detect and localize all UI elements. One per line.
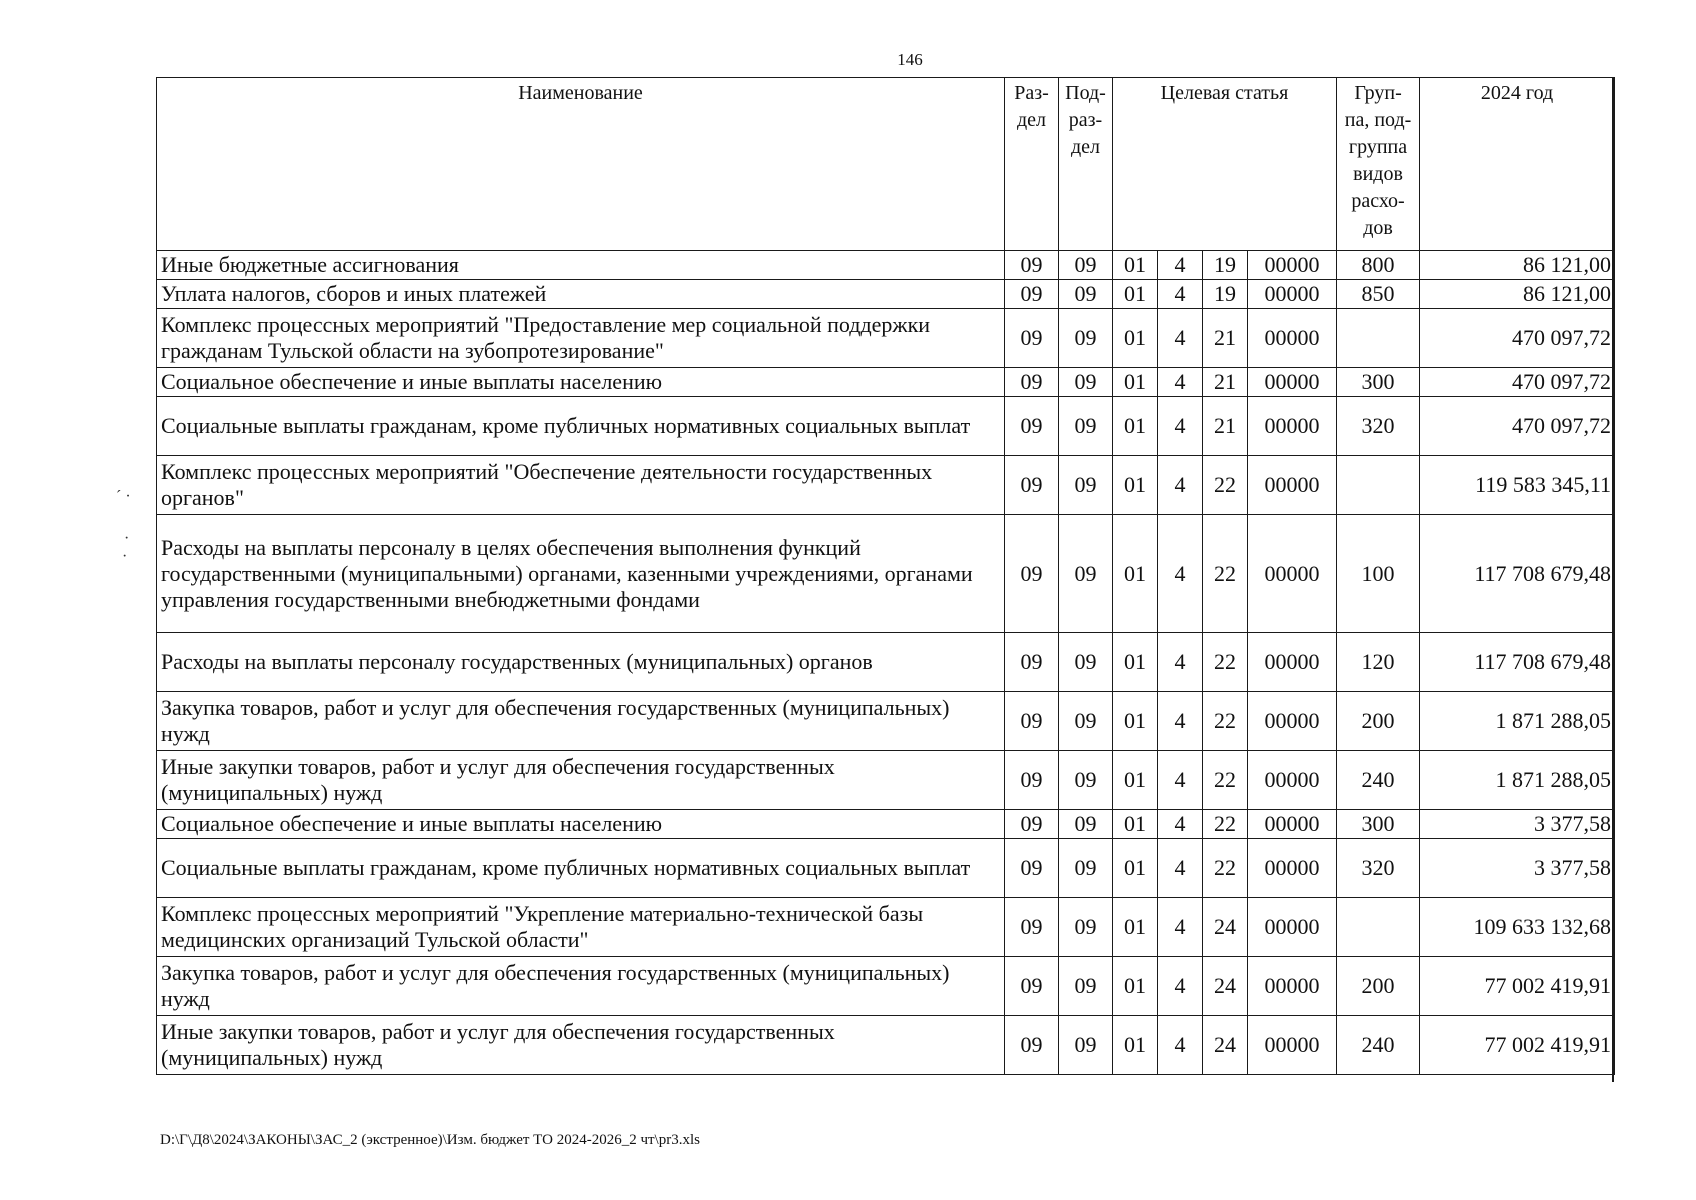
table-header-row bbox=[157, 78, 1615, 251]
header-expense-group: Груп- па, под- группа видов расхо- дов bbox=[1337, 78, 1420, 251]
cell-section: 09 bbox=[1005, 898, 1059, 957]
cell-amount: 77 002 419,91 bbox=[1420, 1016, 1615, 1075]
cell-amount: 117 708 679,48 bbox=[1420, 633, 1615, 692]
cell-expense-group: 200 bbox=[1337, 957, 1420, 1016]
cell-target-program: 01 bbox=[1113, 368, 1158, 397]
table-row bbox=[157, 751, 1615, 810]
cell-section: 09 bbox=[1005, 309, 1059, 368]
budget-table bbox=[156, 77, 1615, 1075]
table-row bbox=[157, 692, 1615, 751]
cell-target-program: 01 bbox=[1113, 456, 1158, 515]
cell-name: Иные закупки товаров, работ и услуг для обеспечения государственных (муниципальных) нужд bbox=[157, 751, 1005, 810]
cell-section: 09 bbox=[1005, 368, 1059, 397]
cell-expense-group: 320 bbox=[1337, 839, 1420, 898]
cell-amount: 470 097,72 bbox=[1420, 397, 1615, 456]
cell-amount: 86 121,00 bbox=[1420, 280, 1615, 309]
table-row bbox=[157, 309, 1615, 368]
cell-amount: 470 097,72 bbox=[1420, 368, 1615, 397]
cell-expense-group bbox=[1337, 898, 1420, 957]
cell-subsection: 09 bbox=[1059, 515, 1113, 633]
cell-expense-group: 320 bbox=[1337, 397, 1420, 456]
cell-target-type: 4 bbox=[1158, 515, 1203, 633]
cell-target-subprogram: 21 bbox=[1203, 397, 1248, 456]
table-row bbox=[157, 1016, 1615, 1075]
cell-expense-group: 300 bbox=[1337, 810, 1420, 839]
cell-amount: 86 121,00 bbox=[1420, 251, 1615, 280]
cell-expense-group bbox=[1337, 456, 1420, 515]
cell-expense-group: 850 bbox=[1337, 280, 1420, 309]
cell-target-subprogram: 22 bbox=[1203, 839, 1248, 898]
cell-section: 09 bbox=[1005, 839, 1059, 898]
cell-target-direction: 00000 bbox=[1248, 633, 1337, 692]
cell-target-subprogram: 22 bbox=[1203, 751, 1248, 810]
table-row bbox=[157, 515, 1615, 633]
cell-target-program: 01 bbox=[1113, 751, 1158, 810]
cell-name: Уплата налогов, сборов и иных платежей bbox=[157, 280, 1005, 309]
table-body bbox=[157, 251, 1615, 1075]
cell-section: 09 bbox=[1005, 751, 1059, 810]
cell-target-type: 4 bbox=[1158, 751, 1203, 810]
cell-section: 09 bbox=[1005, 251, 1059, 280]
cell-subsection: 09 bbox=[1059, 633, 1113, 692]
cell-amount: 1 871 288,05 bbox=[1420, 751, 1615, 810]
cell-target-direction: 00000 bbox=[1248, 456, 1337, 515]
cell-target-type: 4 bbox=[1158, 397, 1203, 456]
cell-amount: 117 708 679,48 bbox=[1420, 515, 1615, 633]
cell-target-type: 4 bbox=[1158, 839, 1203, 898]
cell-target-program: 01 bbox=[1113, 633, 1158, 692]
cell-target-type: 4 bbox=[1158, 1016, 1203, 1075]
cell-section: 09 bbox=[1005, 1016, 1059, 1075]
cell-target-direction: 00000 bbox=[1248, 1016, 1337, 1075]
header-year: 2024 год bbox=[1420, 78, 1615, 251]
cell-target-program: 01 bbox=[1113, 692, 1158, 751]
cell-target-direction: 00000 bbox=[1248, 368, 1337, 397]
cell-target-direction: 00000 bbox=[1248, 810, 1337, 839]
cell-target-program: 01 bbox=[1113, 1016, 1158, 1075]
cell-subsection: 09 bbox=[1059, 456, 1113, 515]
cell-target-type: 4 bbox=[1158, 280, 1203, 309]
cell-target-subprogram: 24 bbox=[1203, 1016, 1248, 1075]
cell-name: Иные закупки товаров, работ и услуг для обеспечения государственных (муниципальных) нужд bbox=[157, 1016, 1005, 1075]
footer-file-path: D:\Г\Д8\2024\ЗАКОНЫ\ЗАС_2 (экстренное)\Изм. бюджет ТО 2024-2026_2 чт\pr3.xls bbox=[160, 1132, 700, 1148]
cell-target-subprogram: 22 bbox=[1203, 633, 1248, 692]
cell-name: Социальное обеспечение и иные выплаты населению bbox=[157, 810, 1005, 839]
cell-name: Расходы на выплаты персоналу государственных (муниципальных) органов bbox=[157, 633, 1005, 692]
table-row bbox=[157, 898, 1615, 957]
cell-target-type: 4 bbox=[1158, 692, 1203, 751]
cell-target-type: 4 bbox=[1158, 251, 1203, 280]
scan-mark: · bbox=[122, 548, 128, 565]
cell-target-subprogram: 21 bbox=[1203, 368, 1248, 397]
cell-target-program: 01 bbox=[1113, 280, 1158, 309]
table-row bbox=[157, 633, 1615, 692]
cell-name: Социальное обеспечение и иные выплаты населению bbox=[157, 368, 1005, 397]
table-row bbox=[157, 251, 1615, 280]
cell-target-subprogram: 22 bbox=[1203, 515, 1248, 633]
header-section: Раз- дел bbox=[1005, 78, 1059, 251]
cell-amount: 3 377,58 bbox=[1420, 839, 1615, 898]
cell-name: Закупка товаров, работ и услуг для обеспечения государственных (муниципальных) нужд bbox=[157, 957, 1005, 1016]
cell-target-subprogram: 22 bbox=[1203, 810, 1248, 839]
cell-target-type: 4 bbox=[1158, 368, 1203, 397]
table-row bbox=[157, 839, 1615, 898]
cell-target-subprogram: 24 bbox=[1203, 898, 1248, 957]
cell-subsection: 09 bbox=[1059, 251, 1113, 280]
cell-name: Комплекс процессных мероприятий "Предоставление мер социальной поддержки гражданам Тульской области на зубопротезирование" bbox=[157, 309, 1005, 368]
table-row bbox=[157, 280, 1615, 309]
cell-target-direction: 00000 bbox=[1248, 309, 1337, 368]
cell-target-direction: 00000 bbox=[1248, 751, 1337, 810]
cell-section: 09 bbox=[1005, 692, 1059, 751]
cell-amount: 109 633 132,68 bbox=[1420, 898, 1615, 957]
cell-subsection: 09 bbox=[1059, 309, 1113, 368]
cell-expense-group: 200 bbox=[1337, 692, 1420, 751]
cell-expense-group: 240 bbox=[1337, 1016, 1420, 1075]
cell-target-subprogram: 24 bbox=[1203, 957, 1248, 1016]
cell-target-direction: 00000 bbox=[1248, 397, 1337, 456]
cell-target-direction: 00000 bbox=[1248, 957, 1337, 1016]
cell-target-type: 4 bbox=[1158, 309, 1203, 368]
cell-target-direction: 00000 bbox=[1248, 839, 1337, 898]
table-row bbox=[157, 456, 1615, 515]
cell-section: 09 bbox=[1005, 957, 1059, 1016]
cell-target-direction: 00000 bbox=[1248, 692, 1337, 751]
cell-section: 09 bbox=[1005, 515, 1059, 633]
cell-target-program: 01 bbox=[1113, 309, 1158, 368]
cell-amount: 119 583 345,11 bbox=[1420, 456, 1615, 515]
cell-subsection: 09 bbox=[1059, 839, 1113, 898]
cell-subsection: 09 bbox=[1059, 280, 1113, 309]
page-number: 146 bbox=[897, 50, 923, 69]
cell-target-program: 01 bbox=[1113, 957, 1158, 1016]
cell-subsection: 09 bbox=[1059, 368, 1113, 397]
cell-target-direction: 00000 bbox=[1248, 280, 1337, 309]
cell-amount: 1 871 288,05 bbox=[1420, 692, 1615, 751]
table-row bbox=[157, 810, 1615, 839]
cell-target-subprogram: 19 bbox=[1203, 251, 1248, 280]
cell-name: Расходы на выплаты персоналу в целях обеспечения выполнения функций государственными (муниципальными) органами, казенными учреждениями, органами управления государственными внебюджетными фондами bbox=[157, 515, 1005, 633]
cell-name: Комплекс процессных мероприятий "Обеспечение деятельности государственных органов" bbox=[157, 456, 1005, 515]
header-target-article: Целевая статья bbox=[1113, 78, 1337, 251]
cell-target-program: 01 bbox=[1113, 839, 1158, 898]
cell-target-program: 01 bbox=[1113, 397, 1158, 456]
cell-section: 09 bbox=[1005, 397, 1059, 456]
cell-expense-group bbox=[1337, 309, 1420, 368]
header-subsection: Под- раз- дел bbox=[1059, 78, 1113, 251]
cell-target-subprogram: 22 bbox=[1203, 692, 1248, 751]
cell-target-program: 01 bbox=[1113, 898, 1158, 957]
scan-mark: · bbox=[124, 530, 130, 547]
cell-target-type: 4 bbox=[1158, 898, 1203, 957]
cell-section: 09 bbox=[1005, 810, 1059, 839]
table-row bbox=[157, 397, 1615, 456]
cell-amount: 470 097,72 bbox=[1420, 309, 1615, 368]
cell-amount: 77 002 419,91 bbox=[1420, 957, 1615, 1016]
cell-subsection: 09 bbox=[1059, 898, 1113, 957]
cell-name: Социальные выплаты гражданам, кроме публичных нормативных социальных выплат bbox=[157, 397, 1005, 456]
cell-subsection: 09 bbox=[1059, 810, 1113, 839]
header-name: Наименование bbox=[157, 78, 1005, 251]
cell-section: 09 bbox=[1005, 633, 1059, 692]
cell-subsection: 09 bbox=[1059, 397, 1113, 456]
cell-target-type: 4 bbox=[1158, 456, 1203, 515]
cell-name: Социальные выплаты гражданам, кроме публичных нормативных социальных выплат bbox=[157, 839, 1005, 898]
cell-target-direction: 00000 bbox=[1248, 515, 1337, 633]
cell-target-program: 01 bbox=[1113, 810, 1158, 839]
cell-expense-group: 100 bbox=[1337, 515, 1420, 633]
cell-name: Закупка товаров, работ и услуг для обеспечения государственных (муниципальных) нужд bbox=[157, 692, 1005, 751]
cell-name: Комплекс процессных мероприятий "Укрепление материально-технической базы медицинских организаций Тульской области" bbox=[157, 898, 1005, 957]
cell-target-subprogram: 19 bbox=[1203, 280, 1248, 309]
cell-target-type: 4 bbox=[1158, 957, 1203, 1016]
cell-name: Иные бюджетные ассигнования bbox=[157, 251, 1005, 280]
cell-subsection: 09 bbox=[1059, 751, 1113, 810]
cell-target-direction: 00000 bbox=[1248, 251, 1337, 280]
cell-target-subprogram: 21 bbox=[1203, 309, 1248, 368]
table-right-border bbox=[1612, 77, 1614, 1082]
cell-subsection: 09 bbox=[1059, 1016, 1113, 1075]
cell-expense-group: 240 bbox=[1337, 751, 1420, 810]
cell-target-type: 4 bbox=[1158, 810, 1203, 839]
cell-expense-group: 800 bbox=[1337, 251, 1420, 280]
scan-mark: ´ · bbox=[116, 488, 131, 505]
cell-target-subprogram: 22 bbox=[1203, 456, 1248, 515]
cell-section: 09 bbox=[1005, 456, 1059, 515]
cell-expense-group: 120 bbox=[1337, 633, 1420, 692]
cell-target-type: 4 bbox=[1158, 633, 1203, 692]
cell-target-direction: 00000 bbox=[1248, 898, 1337, 957]
cell-amount: 3 377,58 bbox=[1420, 810, 1615, 839]
cell-target-program: 01 bbox=[1113, 515, 1158, 633]
table-row bbox=[157, 957, 1615, 1016]
table-row bbox=[157, 368, 1615, 397]
cell-section: 09 bbox=[1005, 280, 1059, 309]
cell-subsection: 09 bbox=[1059, 692, 1113, 751]
cell-target-program: 01 bbox=[1113, 251, 1158, 280]
cell-expense-group: 300 bbox=[1337, 368, 1420, 397]
cell-subsection: 09 bbox=[1059, 957, 1113, 1016]
